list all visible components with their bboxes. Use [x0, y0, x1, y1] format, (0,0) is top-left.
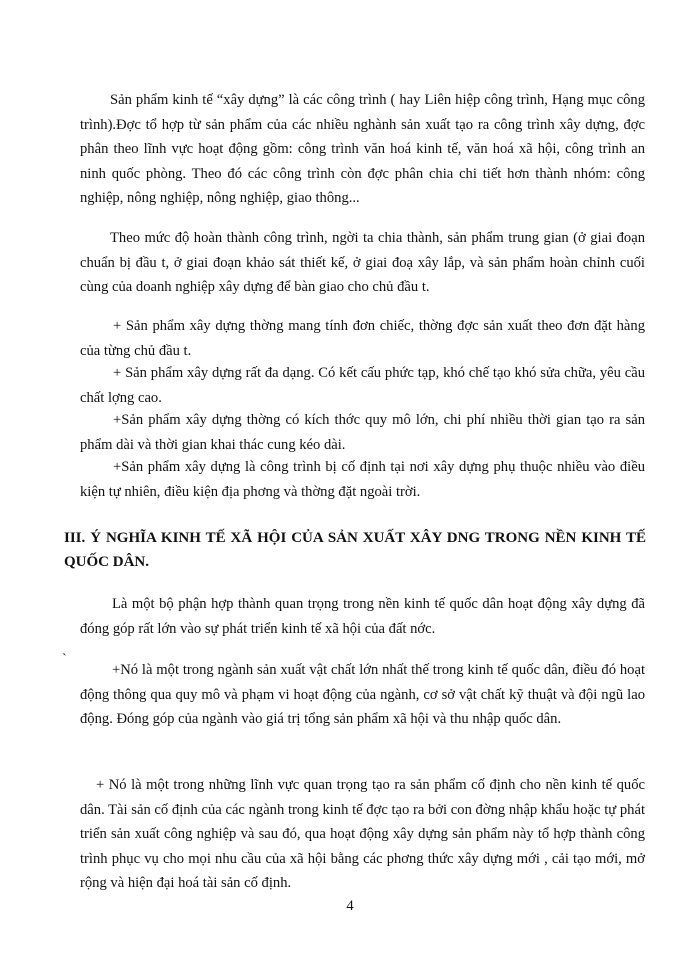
- stray-backtick-mark: `: [62, 652, 67, 667]
- bullet-diverse-complex: + Sản phẩm xây dựng rất đa dạng. Có kết cấu phức tạp, khó chế tạo khó sửa chữa, yêu cầu chất lợng cao.: [80, 365, 645, 406]
- section-heading-iii: III. Ý NGHĨA KINH TẾ XÃ HỘI CỦA SẢN XUẤT XÂY DNG TRONG NỀN KINH TẾ QUỐC DÂN.: [64, 530, 646, 570]
- bullet-large-scale: +Sản phẩm xây dựng thờng có kích thớc quy mô lớn, chi phí nhiều thời gian tạo ra sản phẩm dài và thời gian khai thác cung kéo dài.: [80, 412, 645, 453]
- paragraph-completion-stages: Theo mức độ hoàn thành công trình, ngời ta chia thành, sản phẩm trung gian (ở giai đoạn chuẩn bị đầu t, ở giai đoạn khảo sát thiết kế, ở giai đoạ xây lắp, và sản phẩm hoàn chỉnh cuối cùng của doanh nghiệp xây dựng để bàn giao cho chủ đầu t.: [80, 230, 645, 295]
- paragraph-construction-products: Sản phẩm kinh tế “xây dựng” là các công trình ( hay Liên hiệp công trình, Hạng mục công trình).Đợc tổ hợp từ sản phẩm của các nhiều nghành sản xuất tạo ra công trình xây dựng, đợc phân theo lĩnh vực hoạt động gồm: công trình văn hoá kinh tế, văn hoá xã hội, công trình an ninh quốc phòng. Theo đó các công trình còn đợc phân chia chi tiết hơn thành nhóm: công nghiệp, nông nghiệp, nông nghiệp, giao thông...: [80, 92, 645, 206]
- page-number: 4: [346, 898, 354, 914]
- paragraph-economic-role: Là một bộ phận hợp thành quan trọng trong nền kinh tế quốc dân hoạt động xây dựng đã đóng góp rất lớn vào sự phát triển kinh tế xã hội của đất nớc.: [80, 596, 645, 637]
- paragraph-fixed-assets: + Nó là một trong những lĩnh vực quan trọng tạo ra sản phẩm cố định cho nền kinh tế quốc dân. Tài sản cố định của các ngành trong kinh tế đợc tạo ra bởi con đờng nhập khẩu hoặc tự phát triển sản xuất công nghiệp và sau đó, qua hoạt động xây dựng sản phẩm này tổ hợp thành công trình phục vụ cho mọi nhu cầu của xã hội bằng các phơng thức xây dựng mới , cải tạo mới, mở rộng và hiện đại hoá tài sản cố định.: [80, 777, 645, 891]
- paragraph-material-production: +Nó là một trong ngành sản xuất vật chất lớn nhất thế trong kinh tế quốc dân, điều đó hoạt động thông qua quy mô và phạm vi hoạt động của ngành, cơ sở vật chất kỹ thuật và đội ngũ lao động. Đóng góp của ngành vào giá trị tổng sản phẩm xã hội và thu nhập quốc dân.: [80, 662, 645, 727]
- bullet-single-unit-orders: + Sản phẩm xây dựng thờng mang tính đơn chiếc, thờng đợc sản xuất theo đơn đặt hàng của từng chủ đầu t.: [80, 318, 645, 359]
- bullet-fixed-location: +Sản phẩm xây dựng là công trình bị cố định tại nơi xây dựng phụ thuộc nhiều vào điều kiện tự nhiên, điều kiện địa phơng và thờng đặt ngoài trời.: [80, 459, 645, 500]
